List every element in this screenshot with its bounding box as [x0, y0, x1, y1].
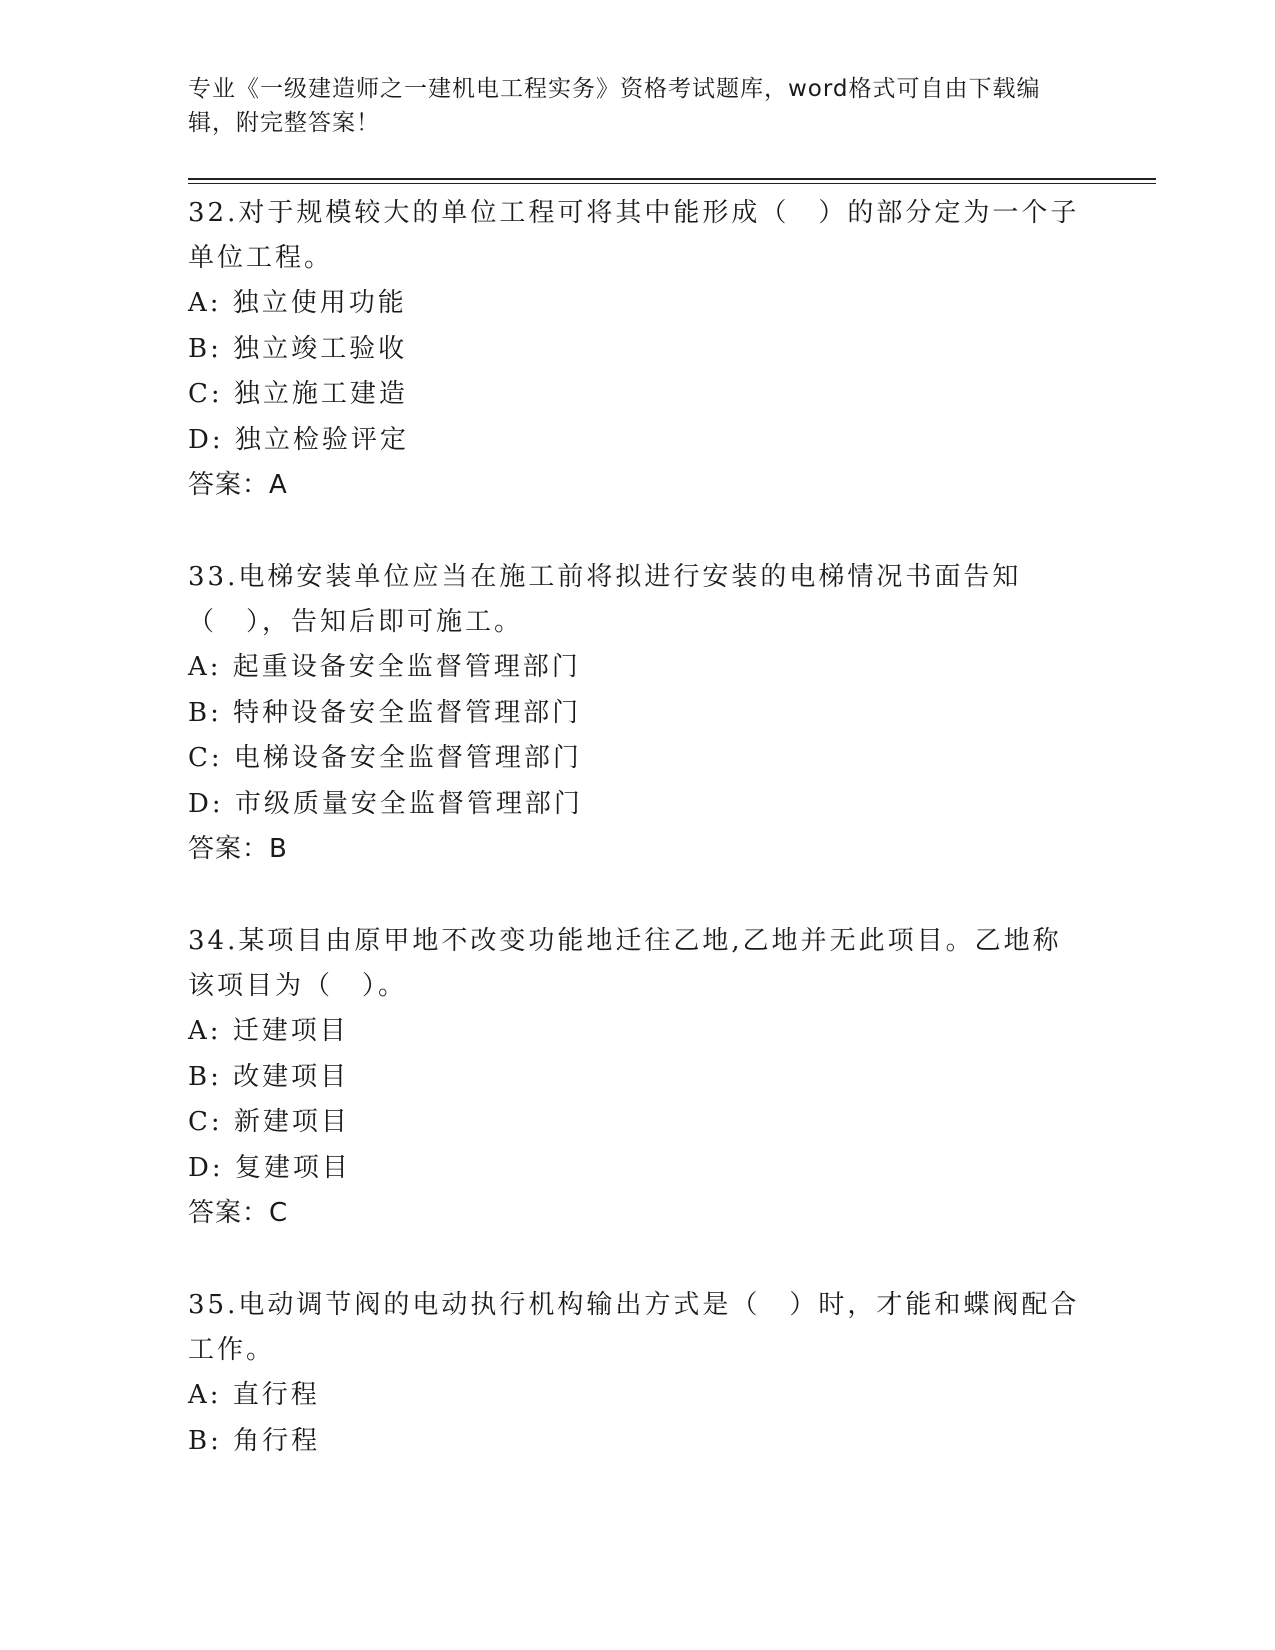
header-divider-thick — [188, 178, 1156, 180]
question-35 — [188, 1280, 1088, 1464]
question-stem: 32.对于规模较大的单位工程可将其中能形成（ ）的部分定为一个子单位工程。 — [188, 198, 1080, 273]
option-c: C: 电梯设备安全监督管理部门 — [188, 743, 582, 773]
question-stem: 33.电梯安装单位应当在施工前将拟进行安装的电梯情况书面告知（ ），告知后即可施工。 — [188, 562, 1022, 637]
question-list — [188, 188, 1088, 1508]
option-c: C: 新建项目 — [188, 1107, 350, 1137]
question-33 — [188, 552, 1088, 872]
option-a: A: 独立使用功能 — [188, 288, 407, 318]
question-stem: 35.电动调节阀的电动执行机构输出方式是（ ）时，才能和蝶阀配合工作。 — [188, 1290, 1080, 1365]
option-d: D: 市级质量安全监督管理部门 — [188, 788, 583, 819]
question-34 — [188, 916, 1088, 1236]
option-c: C: 独立施工建造 — [188, 379, 408, 409]
question-32 — [188, 188, 1088, 508]
answer-line: 答案：B — [188, 834, 288, 864]
document-header: 专业《一级建造师之一建机电工程实务》资格考试题库，word格式可自由下载编辑，附完整答案！ — [188, 76, 1041, 136]
question-stem: 34.某项目由原甲地不改变功能地迁往乙地,乙地并无此项目。乙地称该项目为（ ）。 — [188, 926, 1062, 1001]
option-d: D: 独立检验评定 — [188, 424, 409, 455]
option-b: B: 特种设备安全监督管理部门 — [188, 697, 582, 728]
option-a: A: 起重设备安全监督管理部门 — [188, 652, 581, 682]
option-a: A: 迁建项目 — [188, 1016, 349, 1046]
option-b: B: 角行程 — [188, 1425, 321, 1456]
header-divider-thin — [188, 183, 1156, 184]
option-b: B: 独立竣工验收 — [188, 333, 408, 364]
option-d: D: 复建项目 — [188, 1152, 351, 1183]
answer-line: 答案：A — [188, 470, 288, 500]
option-b: B: 改建项目 — [188, 1061, 350, 1092]
answer-line: 答案：C — [188, 1198, 289, 1228]
option-a: A: 直行程 — [188, 1380, 320, 1410]
